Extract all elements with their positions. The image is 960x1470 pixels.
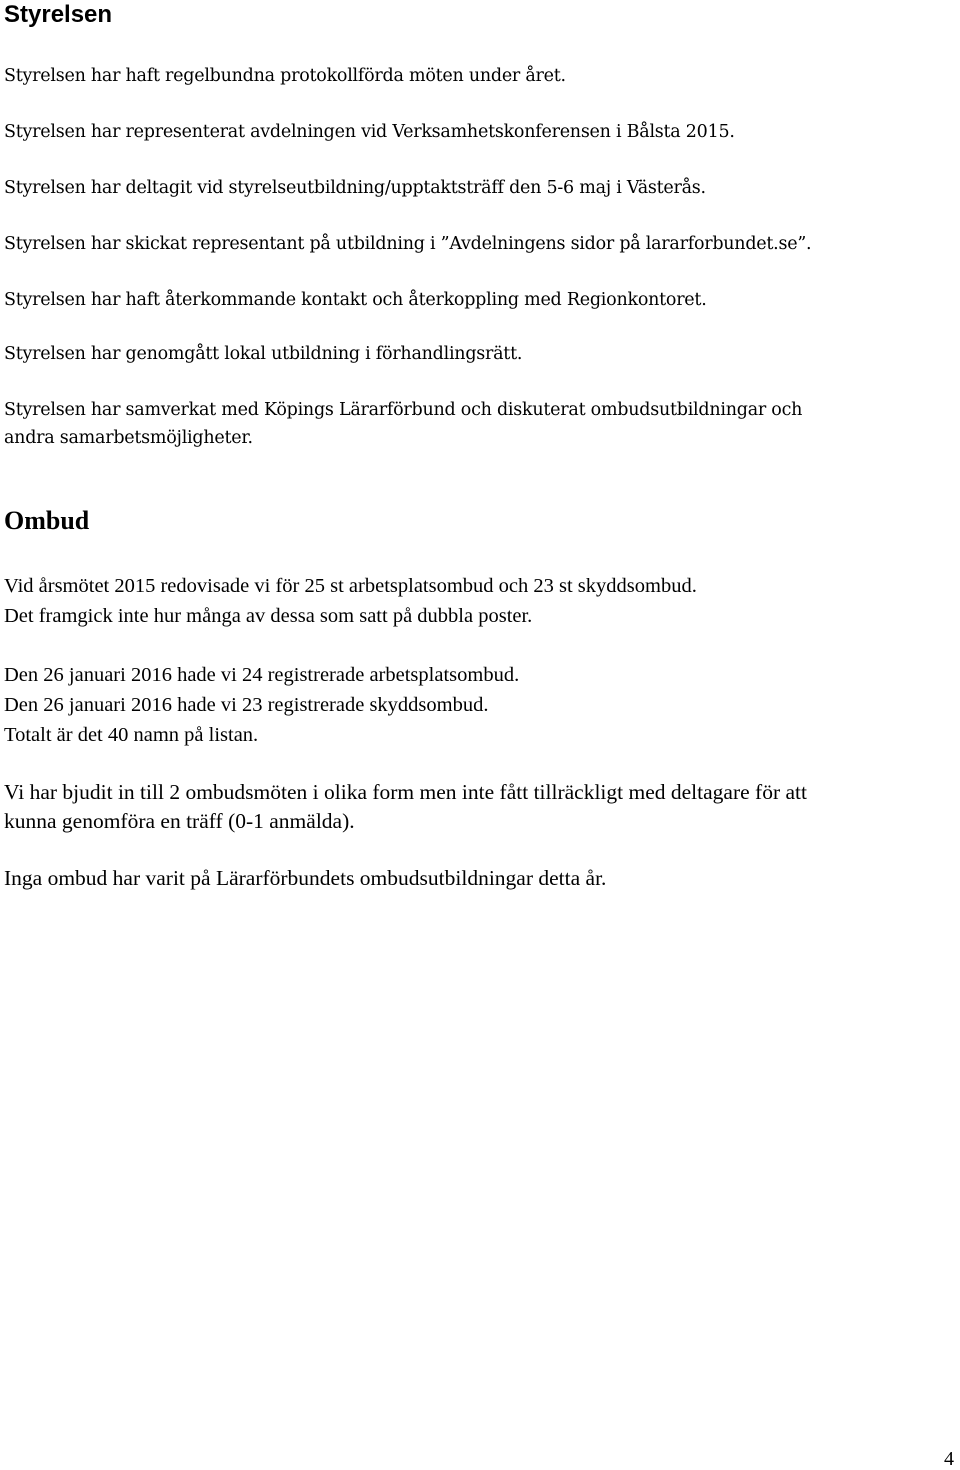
section-heading-ombud: Ombud [4,506,90,535]
styrelsen-paragraph-6: Styrelsen har genomgått lokal utbildning i förhandlingsrätt. [4,344,523,364]
ombud-paragraph-2-line-3: Totalt är det 40 namn på listan. [4,724,259,746]
ombud-paragraph-1-line-2: Det framgick inte hur många av dessa som satt på dubbla poster. [4,605,533,627]
styrelsen-paragraph-7-line-2: andra samarbetsmöjligheter. [4,428,253,448]
ombud-paragraph-4: Inga ombud har varit på Lärarförbundets ombudsutbildningar detta år. [4,866,607,890]
styrelsen-paragraph-4: Styrelsen har skickat representant på utbildning i ”Avdelningens sidor på lararforbundet.se”. [4,234,812,254]
page-number: 4 [944,1448,954,1470]
styrelsen-paragraph-5: Styrelsen har haft återkommande kontakt och återkoppling med Regionkontoret. [4,290,707,310]
ombud-paragraph-3-line-1: Vi har bjudit in till 2 ombudsmöten i olika form men inte fått tillräckligt med deltagare för att [4,780,807,804]
styrelsen-paragraph-3: Styrelsen har deltagit vid styrelseutbildning/upptaktsträff den 5-6 maj i Västerås. [4,178,706,198]
ombud-paragraph-3-line-2: kunna genomföra en träff (0-1 anmälda). [4,809,355,833]
ombud-paragraph-2-line-1: Den 26 januari 2016 hade vi 24 registrerade arbetsplatsombud. [4,664,520,686]
styrelsen-paragraph-1: Styrelsen har haft regelbundna protokollförda möten under året. [4,66,566,86]
styrelsen-paragraph-7-line-1: Styrelsen har samverkat med Köpings Lärarförbund och diskuterat ombudsutbildningar och [4,400,803,420]
ombud-paragraph-2-line-2: Den 26 januari 2016 hade vi 23 registrerade skyddsombud. [4,694,489,716]
ombud-paragraph-1-line-1: Vid årsmötet 2015 redovisade vi för 25 st arbetsplatsombud och 23 st skyddsombud. [4,575,697,597]
section-heading-styrelsen: Styrelsen [4,1,113,28]
styrelsen-paragraph-2: Styrelsen har representerat avdelningen vid Verksamhetskonferensen i Bålsta 2015. [4,122,735,142]
